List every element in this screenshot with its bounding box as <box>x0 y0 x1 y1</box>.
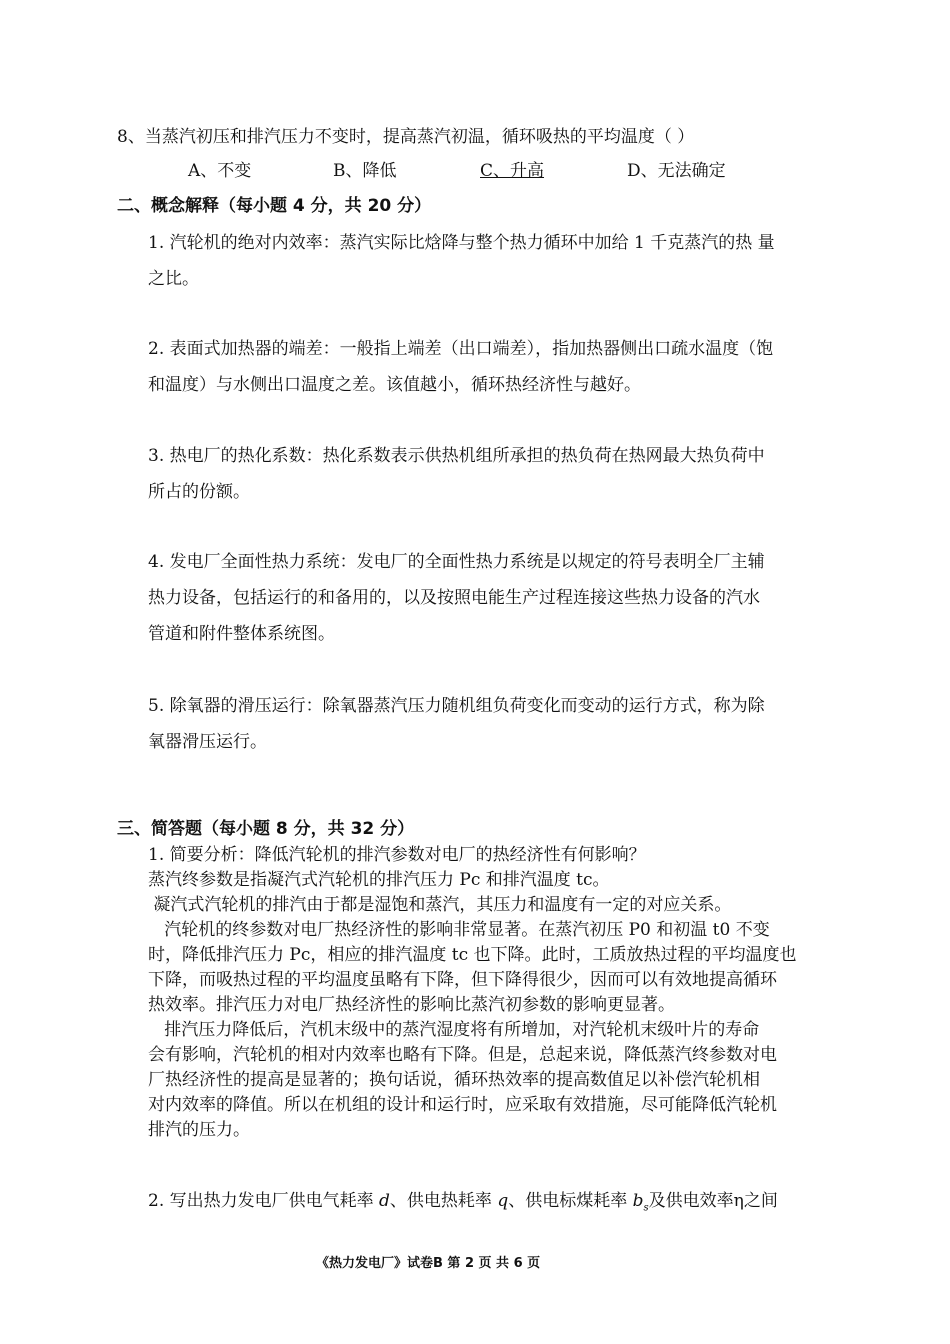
option-d: D、无法确定 <box>627 161 726 181</box>
concept-item-1-line1: 1. 汽轮机的绝对内效率：蒸汽实际比焓降与整个热力循环中加给 1 千克蒸汽的热 量 <box>148 233 775 253</box>
short-answer-1-line: 排汽的压力。 <box>148 1120 250 1140</box>
short-answer-1-line: 1. 简要分析：降低汽轮机的排汽参数对电厂的热经济性有何影响？ <box>148 845 646 865</box>
concept-item-3 <box>148 438 765 510</box>
concept-item-4-line1: 4. 发电厂全面性热力系统：发电厂的全面性热力系统是以规定的符号表明全厂主辅 <box>148 552 765 572</box>
short-answer-1-line: 汽轮机的终参数对电厂热经济性的影响非常显著。在蒸汽初压 P0 和初温 t0 不变 <box>148 920 770 940</box>
short-answer-1-line: 厂热经济性的提高是显著的；换句话说，循环热效率的提高数值足以补偿汽轮机相 <box>148 1070 760 1090</box>
concept-item-3-line1: 3. 热电厂的热化系数：热化系数表示供热机组所承担的热负荷在热网最大热负荷中 <box>148 446 765 466</box>
concept-item-3-line2: 所占的份额。 <box>148 482 250 502</box>
page-footer: 《热力发电厂》试卷B 第 2 页 共 6 页 <box>316 1256 541 1271</box>
short-answer-2-mid2: 、供电标煤耗率 <box>508 1191 633 1211</box>
option-c: C、升高 <box>480 161 545 181</box>
short-answer-1-line: 下降，而吸热过程的平均温度虽略有下降，但下降得很少，因而可以有效地提高循环 <box>148 970 777 990</box>
option-a: A、不变 <box>188 161 252 181</box>
symbol-q: q <box>497 1191 509 1211</box>
concept-item-2 <box>148 331 773 403</box>
short-answer-2-suffix: 及供电效率η之间 <box>648 1191 778 1211</box>
short-answer-2 <box>148 1190 778 1219</box>
section-2-heading: 二、概念解释（每小题 4 分，共 20 分） <box>117 196 432 216</box>
concept-item-1-line2: 之比。 <box>148 269 199 289</box>
concept-item-2-line2: 和温度）与水侧出口温度之差。该值越小，循环热经济性与越好。 <box>148 375 641 395</box>
short-answer-1 <box>148 843 797 1143</box>
symbol-d: d <box>379 1191 390 1211</box>
concept-item-5-line1: 5. 除氧器的滑压运行：除氧器蒸汽压力随机组负荷变化而变动的运行方式，称为除 <box>148 696 765 716</box>
short-answer-1-line: 蒸汽终参数是指凝汽式汽轮机的排汽压力 Pc 和排汽温度 tc。 <box>148 870 610 890</box>
short-answer-1-line: 热效率。排汽压力对电厂热经济性的影响比蒸汽初参数的影响更显著。 <box>148 995 675 1015</box>
short-answer-2-mid1: 、供电热耗率 <box>389 1191 498 1211</box>
concept-item-1 <box>148 225 775 297</box>
option-b: B、降低 <box>333 161 397 181</box>
symbol-b: b <box>632 1191 644 1211</box>
short-answer-2-prefix: 2. 写出热力发电厂供电气耗率 <box>148 1191 380 1211</box>
section-3-heading: 三、简答题（每小题 8 分，共 32 分） <box>117 819 415 839</box>
concept-item-4-line3: 管道和附件整体系统图。 <box>148 624 335 644</box>
short-answer-1-line: 凝汽式汽轮机的排汽由于都是湿饱和蒸汽，其压力和温度有一定的对应关系。 <box>148 895 732 915</box>
concept-item-4 <box>148 544 765 652</box>
short-answer-1-line: 时，降低排汽压力 Pc，相应的排汽温度 tc 也下降。此时，工质放热过程的平均温度也 <box>148 945 797 965</box>
short-answer-1-line: 会有影响，汽轮机的相对内效率也略有下降。但是，总起来说，降低蒸汽终参数对电 <box>148 1045 777 1065</box>
concept-item-2-line1: 2. 表面式加热器的端差：一般指上端差（出口端差），指加热器侧出口疏水温度（饱 <box>148 339 774 359</box>
short-answer-1-line: 排汽压力降低后，汽机末级中的蒸汽湿度将有所增加，对汽轮机末级叶片的寿命 <box>148 1020 760 1040</box>
concept-item-4-line2: 热力设备，包括运行的和备用的，以及按照电能生产过程连接这些热力设备的汽水 <box>148 588 760 608</box>
concept-item-5 <box>148 688 765 760</box>
short-answer-1-line: 对内效率的降值。所以在机组的设计和运行时，应采取有效措施，尽可能降低汽轮机 <box>148 1095 777 1115</box>
symbol-b-subscript: s <box>643 1202 649 1214</box>
concept-item-5-line2: 氧器滑压运行。 <box>148 732 267 752</box>
question-8: 8、当蒸汽初压和排汽压力不变时，提高蒸汽初温，循环吸热的平均温度（ ） <box>117 127 695 147</box>
